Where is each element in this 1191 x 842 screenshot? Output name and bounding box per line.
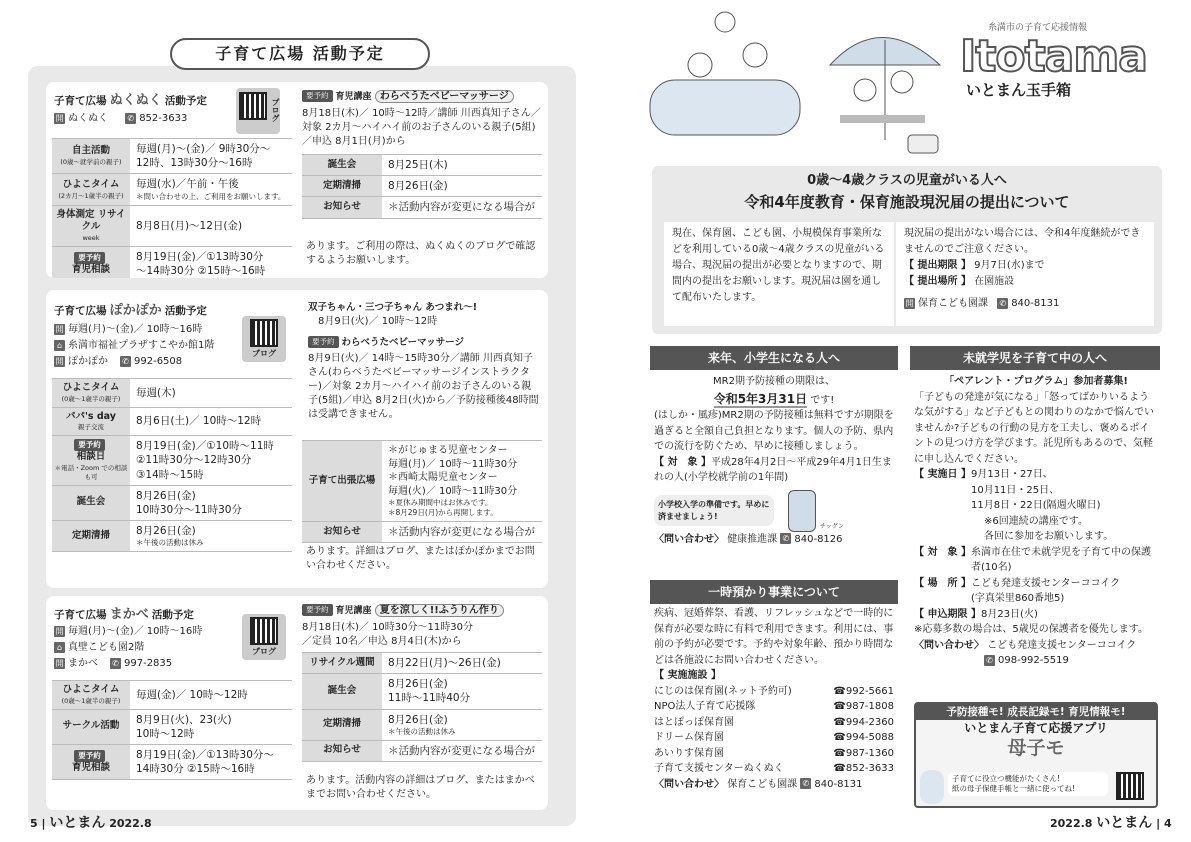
mr-contact: 健康推進課 [727,533,778,545]
family-pool-illustration [640,10,960,160]
schedule-row [52,379,292,408]
reservation-tag: 要予約 [308,336,339,348]
row-label-sub: 親子交流 [78,423,104,432]
row-label-sub: (0歳〜就学前の親子) [60,158,122,167]
row-label-text: 誕生会 [327,158,357,170]
info-label: お知らせ [302,522,382,542]
facility-tel: ☎994-2360 [833,716,894,728]
right-footer: 2022.8 いとまん | 4 [1050,815,1172,831]
pokapoka-head-c: 活動予定 [164,305,207,317]
facility-name: 子育て支援センターぬくぬく [654,763,784,774]
schedule-row [52,486,292,521]
nukunuku-course-title: わらべうたベビーマッサージ [375,90,514,103]
makabe-panel [46,596,548,810]
location-icon: 開 [55,113,64,123]
program-contact-tel: 098-992-5519 [998,655,1069,666]
schedule-row-value [130,436,280,485]
row-value-text: 8月19日(金)／①10時〜11時 ②11時30分〜12時30分 ③14時〜15時 [136,440,274,481]
program-apply-label: 【 申込期限 】 [914,608,981,620]
phone-icon: ✆ [120,356,131,367]
schedule-row-value [382,710,462,740]
program-place-label: 【 場 所 】 [914,577,971,589]
makabe-address: 真壁こども園2階 [68,642,145,653]
row-value-note: ＊問い合わせの上、ご利用をお願いします。 [136,191,286,201]
pokapoka-hours: 毎週(月)〜(金)／ 10時〜16時 [68,324,203,335]
schedule-row-label [302,176,382,196]
hours-icon: 開 [55,626,64,636]
reservation-tag: 要予約 [302,90,333,102]
phone-icon: ✆ [997,298,1008,309]
schedule-row [52,710,292,745]
location-icon: ⌂ [54,340,65,351]
program-contact: こども発達支援センターココイク [987,639,1137,651]
mr-contact-tel: 840-8126 [794,533,843,545]
makabe-phone: 997-2835 [124,658,173,669]
footer-page: 5 [30,817,38,830]
mr-contact-label: 〈問い合わせ〉 [654,533,724,545]
qr-label: ブログ [271,98,280,122]
main-notice-title: 令和4年度教育・保育施設現況届の提出について [744,192,1070,211]
facility-list [654,684,894,777]
row-label-text: お知らせ [323,201,361,213]
row-value-text: 8月6日(土)／ 10時〜12時 [136,415,262,428]
row-label-text: サークル活動 [62,720,120,732]
row-label-text: リサイクル週間 [309,656,375,668]
schedule-row [302,176,542,197]
schedule-row-label [302,653,382,673]
facility-item [654,699,894,715]
row-label-text: 定期清掃 [71,529,110,541]
footer-brand: いとまん [49,815,106,831]
row-value-note: ＊午後の活動は休み [388,726,456,736]
schedule-row-label [52,139,130,173]
mr-target: 平成28年4月2日〜平成29年4月1日生まれの人(小学校就学前の1年間) [654,456,892,484]
nukunuku-note: あります。ご利用の際は、ぬくぬくのブログで確認するようお願いします。 [306,241,536,266]
schedule-row [302,155,542,176]
facility-name: ドリーム保育園 [654,732,724,743]
facility-tel: ☎987-1808 [833,701,894,712]
row-label-text: 相談日 [76,451,106,463]
mascot-name: チッグン [820,523,844,531]
program-target-label: 【 対 象 】 [914,546,971,558]
row-label-text: お知らせ [323,744,361,756]
app-subtitle: いとまん子育て応援アプリ [964,721,1108,736]
facility-item [654,761,894,777]
mascot-icon [788,490,816,532]
qr-label: ブログ [252,349,276,359]
mr-deadline-suffix: です! [810,394,835,406]
schedule-row-value [130,745,280,779]
deadline-label: 【 提出期限 】 [904,260,971,271]
office-icon: 開 [905,298,914,308]
schedule-row-value [130,383,182,403]
submit-place-value: 在園施設 [974,276,1015,287]
schedule-row-value [382,155,454,175]
app-tagline: 予防接種モ! 成長記録モ! 育児情報モ! [916,704,1156,720]
footer-date: 2022.8 [109,817,152,830]
schedule-row-label [52,710,130,744]
schedule-row [302,710,542,741]
schedule-row-value [130,247,271,278]
row-label-text: ひよこタイム [62,178,120,190]
main-notice-head [652,172,1162,212]
schedule-row [52,521,292,552]
schedule-row-label [52,379,130,407]
makabe-place: まかべ [68,658,98,669]
facility-item [654,715,894,731]
row-label-text: 定期清掃 [322,718,361,730]
phone-icon: ✆ [800,778,811,789]
schedule-row [302,653,542,674]
row-label-sub: (0歳〜1歳半の親子) [61,696,121,705]
row-label-text: 誕生会 [76,496,106,508]
nukunuku-head-a: 子育て広場 [54,95,107,107]
main-contact-tel: 840-8131 [1011,298,1060,309]
nukunuku-course-head: 育児講座 [335,92,372,103]
schedule-row-label [52,247,130,278]
mr-speech-bubble: 小学校入学の準備です。早めに済ませましょう! [654,495,774,525]
schedule-row-label [302,197,382,217]
row-value-text: 8月26日(金) [136,525,196,538]
phone-icon: ✆ [110,658,121,669]
pokapoka-head-a: 子育て広場 [54,305,107,317]
schedule-row-value [382,176,454,196]
outreach-row [302,441,542,522]
app-name: 母子モ [1007,737,1065,760]
row-value-text: 8月26日(金) [388,713,448,726]
schedule-row-value [130,174,291,204]
row-value-text: 8月26日(金) [388,180,448,193]
nukunuku-panel [46,82,548,278]
nukunuku-course-body: 8月18日(木)／ 10時〜12時／講師 川西真知子さん／対象 2カ月〜ハイハイ前のお子さんのいる親子(5組)／申込 8月1日(月)から [302,107,541,147]
row-value-text: 毎週(金)／ 10時〜12時 [136,688,248,701]
info-row [302,522,542,543]
program-date-label: 【 実施日 】 [914,469,971,480]
mr-target-label: 【 対 象 】 [654,456,711,468]
pokapoka-address: 糸満市福祉プラザすこやか館1階 [68,340,215,351]
makabe-blog-qr[interactable] [242,614,286,660]
schedule-row-value [130,521,210,551]
logo-area [960,22,1160,100]
row-label-text: ひよこタイム [62,684,120,695]
schedule-row-label [302,155,382,175]
makabe-hours: 毎週(月)〜(金)／ 10時〜16時 [68,626,203,637]
reservation-tag: 要予約 [302,604,333,616]
schedule-row-label [52,681,130,709]
schedule-row [52,436,292,486]
program-apply: 8月23日(火) [980,608,1038,620]
schedule-row-label [52,174,130,204]
pokapoka-course-body: 8月9日(火)／ 14時〜15時30分／講師 川西真知子さん(わらべうたベビーマッサージインストラクター)／対象 2カ月〜ハイハイ前のお子さんのいる親子(5組)／申込 8月2日(火)から／予防接種後48時間は受講できません。 [308,353,539,421]
info-value: ＊活動内容が変更になる場合が [388,526,535,539]
main-contact: 保育こども園課 [918,298,988,309]
facility-tel: ☎992-5661 [833,685,894,697]
row-label-sub: ＊電話・Zoom での相談も可 [54,464,128,481]
schedule-row-label [52,745,130,779]
makabe-head-c: 活動予定 [151,609,194,621]
parent-program-title: 「ペアレント・プログラム」参加者募集! [944,376,1128,387]
pokapoka-panel [46,290,548,588]
schedule-row [52,247,292,278]
footer-brand: いとまん [1096,815,1153,831]
schedule-row-label [52,206,130,246]
facility-name: はとぽっぽ保育園 [654,716,734,728]
schedule-row-value [382,741,541,761]
nukunuku-head-b: ぬくぬく [109,93,162,108]
deadline-value: 9月7日(水)まで [974,260,1045,271]
schedule-row [52,681,292,710]
schedule-row-value [130,486,248,520]
row-label-text: 育児相談 [71,263,110,275]
row-label-text: 身体測定 リサイクル [56,208,126,233]
row-label-sub: week [82,234,100,243]
row-value-text: 8月8日(月)〜12日(金) [136,219,243,232]
submit-place-label: 【 提出場所 】 [904,276,971,287]
facility-tel: ☎994-5088 [833,732,894,743]
schedule-row [52,174,292,205]
row-value-text: 毎週(水)／午前・午後 [136,178,239,191]
program-note: ※応募多数の場合は、5歳児の保護者を優先します。 [914,624,1148,635]
header-illustration [640,10,960,160]
phone-icon: ✆ [780,533,791,544]
mr-body: (はしか・風疹)MR2期の予防接種は無料ですが期限を過ぎると全額自己負担となります。個人の予防、県内での流行を防ぐため、早めに接種しましょう。 [654,410,894,453]
row-value-text: 8月26日(金) 11時〜11時40分 [388,678,471,705]
makabe-note: あります。活動内容の詳細はブログ、またはまかべまでお問い合わせください。 [306,775,535,800]
schedule-row-label [52,486,130,520]
facility-name: にじのは保育園(ネット予約可) [654,685,792,697]
schedule-row-label [302,674,382,708]
phone-icon: ✆ [125,113,136,124]
schedule-row [302,674,542,709]
schedule-row-value [130,139,276,173]
temporary-contact: 保育こども園課 [727,778,798,790]
row-value-text: 毎週(木) [136,386,176,399]
footer-date: 2022.8 [1050,817,1093,830]
pokapoka-course-title: わらべうたベビーマッサージ [341,337,465,349]
twins-date: 8月9日(火)／ 10時〜12時 [318,315,438,327]
row-value-text: 8月19日(金)／①13時30分 〜14時30分 ②15時〜16時 [136,251,266,278]
row-value-text: 8月26日(金) 10時30分〜11時30分 [136,489,242,516]
pokapoka-head-b: ぽかぽか [109,303,162,318]
facility-list-header: 【 実施施設 】 [654,670,721,681]
row-value-text: 毎週(月)〜(金)／ 9時30分〜 12時、13時30分〜16時 [136,143,271,170]
schedule-row-value [130,216,248,236]
row-value-text: 8月22日(月)〜26日(金) [388,657,501,669]
location-icon: ⌂ [54,642,65,653]
outreach-label: 子育て出張広場 [302,441,382,521]
parent-program-body: 「子どもの発達が気になる」「怒ってばかりいるような気がする」など子どもとの関わりのなかで悩んでいませんか?子どもの行動の見方を工夫し、褒めるポイントの見つけ方を学びます。託児所もあるので、気軽に申し込んでください。 [914,391,1154,465]
footer-page: 4 [1163,817,1172,830]
schedule-row-label [52,521,130,551]
app-mascot-icon [920,770,944,804]
logo: Itotama [960,31,1147,83]
row-label-text: 定期清掃 [322,179,361,191]
makabe-course-head: 育児講座 [335,606,372,617]
row-label-text: 自主活動 [71,145,110,157]
schedule-row-label [302,710,382,740]
schedule-row-label [302,741,382,761]
app-qr-code[interactable] [1116,772,1144,800]
row-label-text: 育児相談 [71,761,110,773]
makabe-head-a: 子育て広場 [54,609,107,621]
row-value-text: ＊活動内容が変更になる場合が [388,201,535,214]
schedule-row-label [52,436,130,485]
nukunuku-place: ぬくぬく [68,113,108,124]
app-promo[interactable] [914,702,1158,808]
nukunuku-head-c: 活動予定 [164,95,207,107]
row-label-text: パパ's day [66,410,116,422]
app-speech-bubble: 子育てに役立つ機能がたくさん! 紙の母子保健手帳と一緒に使ってね! [948,772,1108,796]
program-date: 9月13日・27日、 10月11日・25日、 11月8日・22日(隔週火曜日) [970,469,1101,511]
qr-label: ブログ [252,647,276,657]
program-place: こども発達支援センターココイク (字真栄里860番地5) [970,577,1121,604]
main-notice-left: 現在、保育園、こども園、小規模保育事業所などを利用している0歳〜4歳クラスの児童がいる場合、現況届の提出が必要となりますので、期間内の提出をお願いします。現況届は園を通して配布いたします。 [664,222,894,326]
temporary-contact-tel: 840-8131 [814,778,863,790]
outreach-value: ＊がじゅまる児童センター 毎週(月)／ 10時〜11時30分 ＊西崎太陽児童センター 毎週(火)／ 10時〜11時30分 [388,445,518,497]
facility-tel: ☎987-1360 [833,747,894,759]
pokapoka-place: ぽかぽか [68,356,108,367]
mr-deadline-date: 令和5年3月31日 [713,391,808,406]
row-value-text: 8月25日(木) [388,159,448,171]
facility-name: あいりす保育園 [654,747,724,759]
makabe-head-b: まかべ [109,607,149,622]
schedule-row-value [130,411,267,431]
place-icon: 開 [55,356,64,366]
program-contact-label: 〈問い合わせ〉 [914,639,984,651]
left-footer: 5 | いとまん 2022.8 [30,815,152,831]
section-parent-program-header: 未就学児を子育て中の人へ [910,346,1160,370]
place-icon: 開 [55,658,64,668]
left-page-title: 子育て広場 活動予定 [170,38,430,70]
hours-icon: 開 [55,324,64,334]
makabe-course-body: 8月18日(木)／ 10時30分〜11時30分 ／定員 10名／申込 8月4日(木)から [302,621,473,647]
row-value-text: 8月9日(火)、23(火) 10時〜12時 [136,713,232,740]
schedule-row-value [382,674,476,708]
schedule-row [52,139,292,174]
temporary-care-body: 疾病、冠婚葬祭、看護、リフレッシュなどで一時的に保育が必要な時に有料で利用できます。利用には、事前の予約が必要です。予約や対象年齢、預かり時間などは各施設にお問い合わせください。 [654,608,894,666]
section-temporary-care-header: 一時預かり事業について [650,580,898,604]
schedule-row-value [130,710,238,744]
outreach-note: ＊夏休み期間中はお休みです。 ＊8月29日(月)から再開します。 [388,498,498,518]
row-value-text: 8月19日(金)／①13時30分〜 14時30分 ②15時〜16時 [136,748,274,776]
row-label-text: ひよこタイム [62,382,120,393]
phone-icon: ✆ [984,655,995,666]
main-notice-subtitle: 0歳〜4歳クラスの児童がいる人へ [807,173,1007,188]
schedule-row-value [130,685,254,705]
main-notice-right: 現況届の提出がない場合には、令和4年度継続ができませんのでご注意ください。 [904,228,1141,255]
row-label-sub: (0歳〜1歳半の親子) [61,394,121,403]
schedule-row [302,197,542,218]
schedule-row-value [382,653,507,673]
facility-item [654,684,894,700]
schedule-row [52,745,292,780]
logo-jp: いとまん玉手箱 [966,81,1072,100]
reservation-tag: 要予約 [74,252,105,264]
section-mr-vaccine-header: 来年、小学生になる人へ [650,346,898,370]
facility-item [654,746,894,762]
program-target: 糸満市在住で未就学児を子育て中の保護者(10名) [970,546,1151,573]
nukunuku-blog-qr[interactable] [236,88,280,134]
schedule-row-label [52,408,130,436]
schedule-row [52,408,292,437]
pokapoka-phone: 992-6508 [134,356,183,367]
temporary-contact-label: 〈問い合わせ〉 [654,778,724,790]
makabe-course-title: 夏を涼しく!!ふうりん作り [375,604,504,617]
program-date-note: ※6回連続の講座です。 各回に参加をお願いします。 [984,515,1114,542]
facility-item [654,730,894,746]
schedule-row-value [382,197,541,217]
logo-subtitle: 糸満市の子育て応援情報 [988,23,1088,33]
row-label-sub: (2カ月〜1歳半の親子) [58,191,124,200]
row-value-text: ＊活動内容が変更になる場合が [388,744,535,757]
schedule-row [52,206,292,247]
twins-title: 双子ちゃん・三つ子ちゃん あつまれ〜! [308,302,478,313]
pokapoka-note: あります。詳細はブログ、またはぽかぽかまでお問い合わせください。 [306,546,535,571]
facility-tel: ☎852-3633 [833,763,894,774]
row-label-text: 誕生会 [327,684,357,696]
reservation-tag: 要予約 [74,750,105,762]
reservation-tag: 要予約 [74,439,105,451]
row-value-note: ＊午後の活動は休み [136,538,204,548]
nukunuku-phone: 852-3633 [139,113,188,124]
mr-deadline-intro: MR2期予防接種の期限は、 [713,376,835,387]
facility-name: NPO法人子育て応援隊 [654,701,756,712]
schedule-row [302,741,542,762]
pokapoka-blog-qr[interactable] [242,316,286,362]
